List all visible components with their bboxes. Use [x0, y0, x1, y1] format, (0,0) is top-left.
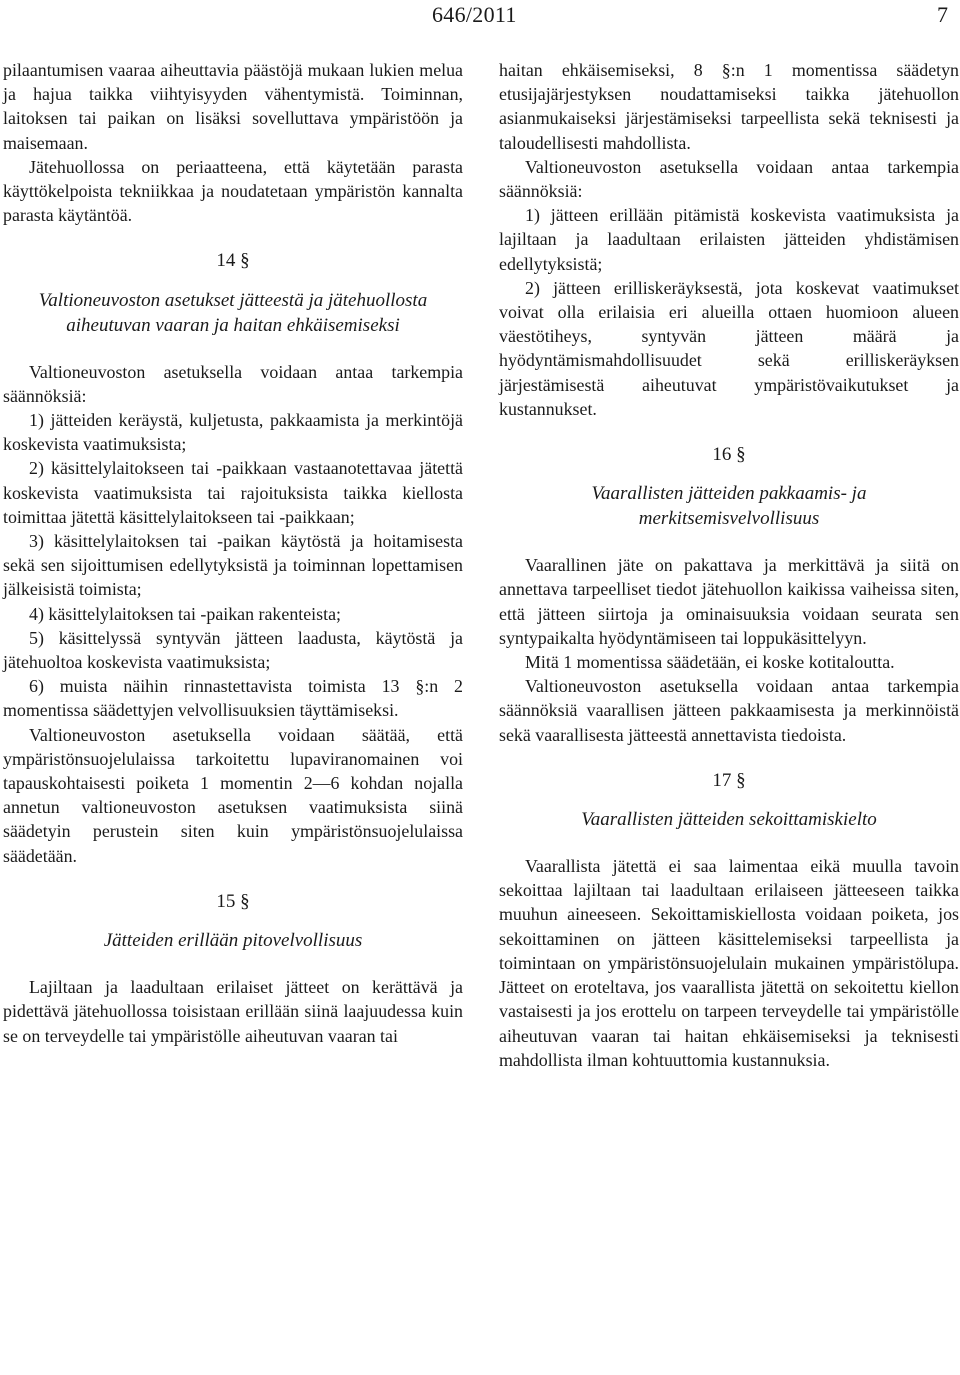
section-paragraph: Vaarallista jätettä ei saa laimentaa eikä muulla tavoin sekoittaa lajiltaan tai laadultaan erilaiseen jätteeseen taikka muuhun aineeseen. Sekoittamiskiellosta voidaan poiketa, jos sekoittaminen on jätteen käsittelemiseksi tarpeellista ja toimintaan on ympäristönsuojelulain mukainen ympäristölupa. Jätteet on eroteltava, jos vaarallista jätettä on sekoitettu kiellon vastaisesti ja jos erottelu on tarpeen terveydelle tai ympäristölle aiheutuvan vaaran tai haitan ehkäisemiseksi ja teknisesti mahdollista ilman kohtuuttomia kustannuksia. — [499, 856, 959, 1070]
section-paragraph: haitan ehkäisemiseksi, 8 §:n 1 momentissa säädetyn etusijajärjestyksen noudattamiseksi taikka jätehuollon asianmukaiseksi järjestämiseksi tarpeellista sekä teknisesti ja taloudellisesti mahdollista. — [499, 60, 959, 153]
section-paragraph: 6) muista näihin rinnastettavista toimista 13 §:n 2 momentissa säädettyjen velvollisuuksien täyttämiseksi. — [3, 676, 463, 721]
section-paragraph: 5) käsittelyssä syntyvän jätteen laadusta, käytöstä ja jätehuoltoa koskevista vaatimuksista; — [3, 627, 463, 673]
left-column — [3, 58, 463, 1048]
section-paragraph: Lajiltaan ja laadultaan erilaiset jätteet on kerättävä ja pidettävä jätehuollossa toisistaan erillään siinä laajuudessa kuin se on terveydelle tai ympäristölle aiheutuvan vaaran tai — [3, 977, 463, 1046]
intro-paragraph: Jätehuollossa on periaatteena, että käytetään parasta käyttökelpoista tekniikkaa ja noudatetaan ympäristön kannalta parasta käytäntöä. — [3, 156, 463, 226]
page-number: 7 — [937, 2, 948, 27]
section-17-title: Vaarallisten jätteiden sekoittamiskielto — [581, 809, 877, 831]
section-16-title: Vaarallisten jätteiden pakkaamis- ja merkitsemisvelvollisuus — [591, 483, 867, 530]
section-paragraph: Valtioneuvoston asetuksella voidaan antaa tarkempia säännöksiä: — [499, 156, 959, 202]
section-paragraph: Mitä 1 momentissa säädetään, ei koske kotitaloutta. — [525, 652, 895, 673]
section-paragraph: Valtioneuvoston asetuksella voidaan säätää, että ympäristönsuojelulaissa tarkoitettu lupaviranomainen voi tapauskohtaisesti poiketa 1 momentin 2—6 kohdan nojalla annetun valtioneuvoston asetuksen vaatimuksista siinä säädetyin perustein siten kuin ympäristönsuojelulaissa säädetään. — [3, 724, 463, 866]
intro-paragraph: pilaantumisen vaaraa aiheuttavia päästöjä mukaan lukien melua ja hajua taikka viihtyisyyden vähentymistä. Toiminnan, laitoksen tai paikan on lisäksi sovelluttava ympäristöön ja maisemaan. — [3, 60, 463, 153]
section-paragraph: 1) jätteiden keräystä, kuljetusta, pakkaamista ja merkintöjä koskevista vaatimuksista; — [3, 410, 463, 455]
right-column — [499, 58, 959, 1072]
section-15-title: Jätteiden erillään pitovelvollisuus — [103, 930, 363, 952]
section-paragraph: 1) jätteen erillään pitämistä koskevista vaatimuksista ja lajiltaan ja laadultaan erilaisten jätteiden yhdistämisen edellytyksistä; — [499, 205, 959, 274]
section-15-number: 15 § — [216, 890, 250, 912]
page-header — [0, 0, 960, 30]
section-paragraph: 4) käsittelylaitoksen tai -paikan rakenteista; — [29, 603, 341, 624]
section-paragraph: 2) käsittelylaitokseen tai -paikkaan vastaanotettavaa jätettä koskevista vaatimuksista tai rajoituksista taikka kiellosta toimittaa jätettä käsittelylaitokseen tai -paikkaan; — [3, 458, 463, 527]
section-17-number: 17 § — [712, 769, 746, 791]
section-16-number: 16 § — [712, 444, 746, 466]
section-14-number: 14 § — [216, 250, 250, 272]
section-paragraph: Vaarallinen jäte on pakattava ja merkittävä ja siitä on annettava tarpeelliset tiedot jätehuollon kaikissa vaiheissa siten, että jätteen siirtoja ja ominaisuuksia voidaan seurata sen syntypaikalta hyödyntämiseen tai loppukäsittelyyn. — [499, 555, 959, 648]
section-paragraph: Valtioneuvoston asetuksella voidaan antaa tarkempia säännöksiä: — [3, 361, 463, 406]
section-14-title: Valtioneuvoston asetukset jätteestä ja jätehuollosta aiheutuvan vaaran ja haitan ehkäisemiseksi — [38, 289, 428, 336]
document-number: 646/2011 — [432, 2, 517, 27]
section-paragraph: Valtioneuvoston asetuksella voidaan antaa tarkempia säännöksiä vaarallisen jätteen pakkaamisesta ja merkinnöistä sekä vaarallisesta jätteestä annettavista tiedoista. — [499, 676, 959, 745]
section-paragraph: 3) käsittelylaitoksen tai -paikan käytöstä ja hoitamisesta sekä sen sijoittumisen edellytyksistä ja toiminnan lopettamisen jälkeisistä toimista; — [3, 531, 463, 600]
section-paragraph: 2) jätteen erilliskeräyksestä, jota koskevat vaatimukset voivat olla erilaisia eri alueilla ottaen huomioon alueen väestötiheys, syntyvän jätteen määrä ja hyödyntämismahdollisuudet sekä erilliskeräyksen järjestämisestä aiheutuvat ympäristövaikutukset ja kustannukset. — [499, 277, 959, 419]
